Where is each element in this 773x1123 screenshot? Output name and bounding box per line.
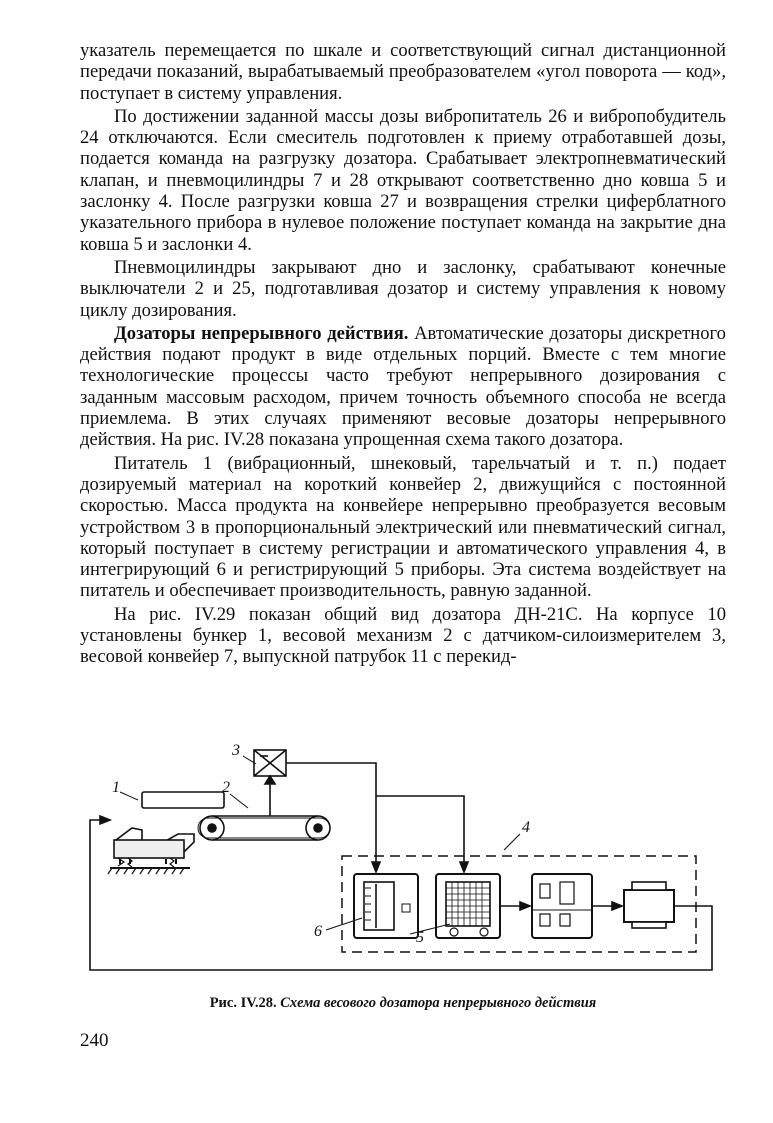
paragraph-1: указатель перемещается по шкале и соответствующий сигнал дистанционной передачи показаний, вырабатываемый преобразователем «угол поворота — код», поступает в систему управления. bbox=[80, 40, 726, 104]
label-control-system: 4 bbox=[522, 819, 530, 836]
section-heading: Дозаторы непрерывного действия. bbox=[114, 322, 409, 344]
weighing-device-drawing bbox=[254, 750, 286, 816]
control-panel-drawing bbox=[532, 874, 592, 938]
label-weighing-device: 3 bbox=[232, 742, 240, 759]
label-recording-instrument: 5 bbox=[416, 929, 424, 946]
actuator-drawing bbox=[624, 882, 674, 928]
paragraph-3: Пневмоцилиндры закрывают дно и заслонку, срабатывают конечные выключатели 2 и 25, подготавливая дозатор и систему управления к новому циклу дозирования. bbox=[80, 256, 726, 321]
paragraph-2: По достижении заданной массы дозы вибропитатель 26 и вибропобудитель 24 отключаются. Если смеситель подготовлен к приему отработавшей дозы, подается команда на разгрузку дозатора. Срабатывает электропневматический клапан, и пневмоцилиндры 7 и 28 открывают соответственно дно ковша 5 и заслонку 4. После разгрузки ковша 27 и возвращения стрелки циферблатного указательного прибора в нулевое положение поступает команда на закрытие дна ковша 5 и заслонки 4. bbox=[80, 105, 726, 255]
paragraph-5: На рис. IV.29 показан общий вид дозатора ДН-21С. На корпусе 10 установлены бункер 1, весовой механизм 2 с датчиком-силоизмерителем 3, весовой конвейер 7, выпускной патрубок 11 с перекид- bbox=[80, 603, 726, 668]
body-text bbox=[80, 40, 726, 668]
figure-caption bbox=[80, 995, 726, 1012]
label-feeder: 1 bbox=[112, 779, 120, 796]
figure-dosing-scheme bbox=[80, 738, 726, 978]
recording-instrument-drawing bbox=[436, 874, 500, 938]
page-number: 240 bbox=[80, 1030, 109, 1051]
scheme-drawing bbox=[80, 738, 726, 978]
integrating-instrument-drawing bbox=[354, 874, 418, 938]
caption-title: Схема весового дозатора непрерывного действия bbox=[280, 995, 597, 1011]
caption-number: Рис. IV.28. bbox=[209, 995, 277, 1011]
label-conveyor: 2 bbox=[222, 779, 230, 796]
label-integrating-instrument: 6 bbox=[314, 923, 322, 940]
paragraph-4: Питатель 1 (вибрационный, шнековый, тарельчатый и т. п.) подает дозируемый материал на короткий конвейер 2, движущийся с постоянной скоростью. Масса продукта на конвейере непрерывно преобразуется весовым устройством 3 в пропорциональный электрический или пневматический сигнал, который поступает в систему регистрации и автоматического управления 4, в интегрирующий 6 и регистрирующий 5 приборы. Эта система воздействует на питатель и обеспечивает производительность, равную заданной. bbox=[80, 452, 726, 602]
section-text: Автоматические дозаторы дискретного действия подают продукт в виде отдельных порций. Вместе с тем многие технологические процессы часто требуют непрерывного дозирования с заданным массовым расходом, причем точность объемного способа не всегда приемлема. В этих случаях применяют весовые дозаторы непрерывного действия. На рис. IV.28 показана упрощенная схема такого дозатора. bbox=[80, 322, 726, 451]
section-paragraph bbox=[80, 323, 726, 451]
conveyor-drawing bbox=[198, 816, 330, 840]
